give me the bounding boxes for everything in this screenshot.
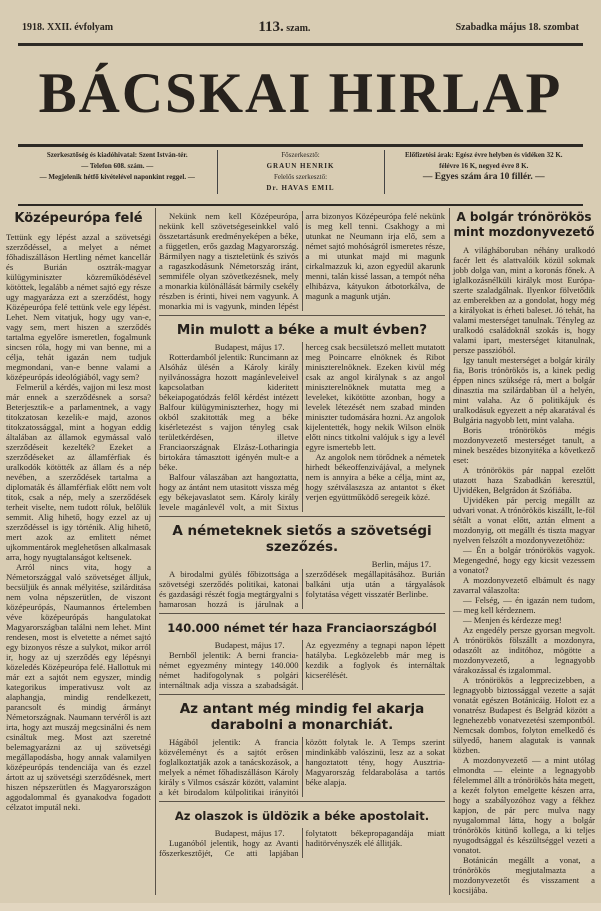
paragraph: — Felség, — én igazán nem tudom, — meg kell kérdeznem. bbox=[453, 595, 595, 615]
title-line: Az antant még mindig fel akarja bbox=[179, 701, 425, 717]
info-bottom-rule bbox=[18, 204, 583, 206]
office-info bbox=[18, 150, 217, 194]
article-title-szerzodes bbox=[159, 523, 445, 555]
paragraph: Balfour válaszában azt hangoztatta, hogy az ántánt nem utasitott vissza még egy békejavaslatot sem. Károly király levele magánlevél volt, a mit Sixtus herceg csak becsületszó mellett mutatott meg Poincarre elnöknek és Ribot miniszterelnöknek. Ezeken kivül még csak az angol királynak s az angol miniszterelnöknek mutatta meg a leveleket, kikötötte azonban, hogy a levelek létezését nem szabad minden miniszter tudomására hozni. Az angolok kijelentették, hogy nekik Wilson elnök előtt nincs titkolni valójuk s igy a levél egyre ismertebb lett. bbox=[159, 342, 445, 512]
paragraph: Botánicán megállt a vonat, a trónörökös megjutalmazta a mozdonyvezetőt és visszament a kocsijába. bbox=[453, 855, 595, 895]
office-address: Szerkesztőség és kiadóhivatal: Szent István-tér. bbox=[46, 151, 188, 159]
subscription-prices-2: félévre 16 K, negyed évre 8 K. bbox=[439, 162, 529, 170]
article-title-olaszok: Az olaszok is üldözik a béke apostolait. bbox=[174, 809, 430, 823]
issue-label: szam. bbox=[286, 22, 311, 34]
paragraph: A birodalmi gyülés főbizottsága a szövetségi szerződés politikai, katonai és gazdasági részét fogja megtárgyalni s hamarosan hozzá is járulnak a szerződések megállapitásához. Burián balkáni utja után a tárgyalások folytatása végett visszatér Berlinbe. bbox=[159, 569, 445, 609]
article-title bbox=[453, 210, 595, 240]
masthead-bottom-rule bbox=[18, 144, 583, 147]
paragraph: A világháboruban néhány uralkodó facér lett és alattvalóik közül sokmak jobb dolga van, mint a koronás főnek. A iglalkozásnélküli királyk most Európa-szerte szaladgálnak. Ilyenkor fölvetődik az emberekben az a gondolat, hogy még a királyokat is érheti baleset. Jó tehát, ha valami mesterséget tanulnak. Tényleg az uralkodó családoknál szokás is, hogy valami ipart, mesterséget kitanulnak, persze passzióból. bbox=[453, 245, 595, 355]
title-line: szezőzés. bbox=[265, 539, 339, 555]
page-columns bbox=[6, 208, 595, 895]
editor-in-chief-label: Főszerkesztő: bbox=[281, 151, 320, 159]
single-copy-price: — Egyes szám ára 10 fillér. — bbox=[422, 172, 545, 182]
article-title: Középeurópa felé bbox=[14, 211, 143, 226]
editor-in-chief: GRAUN HENRIK bbox=[266, 162, 335, 170]
paragraph: Boris trónörökös mégis mozdonyvezető mesterséget tanult, a minek beszédes bizonyitéka a következő eset: bbox=[453, 425, 595, 465]
paragraph: Az angolok nem törődnek a németek hirhedt békeoffenzivájával, a melynek nem is annyira a béke a célja, mint az, hogy szétválaszsza az antantot s éket verjen együttműködő seregeik közé. bbox=[305, 452, 445, 502]
title-line: A németeknek sietős a szövetségi bbox=[172, 523, 432, 539]
article-antant bbox=[159, 694, 445, 797]
title-line: A bolgár trónörökös bbox=[456, 210, 592, 224]
subscription-info bbox=[385, 150, 584, 194]
publication-schedule: — Megjelenik hétfő kivételével naponkint reggel. — bbox=[39, 173, 195, 181]
volume: 1918. XXII. évfolyam bbox=[22, 21, 114, 33]
page-bottom-margin bbox=[0, 903, 601, 911]
responsible-editor: Dr. HAVAS EMIL bbox=[266, 184, 335, 192]
paragraph: Rotterdamból jelentik: Runcimann az Alsóház ülésén a Károly király nyilvánosságra hozott magánleveleivel kapcsolatban kideritett békeiapogatódzás felől kérdést intézett Balfour külügyminiszterhez, hogy mi okból szakitották meg a béke kisérletezést s vajjon tényleg csak területkérdésen, illetve Franciaországnak Elzász-Lotharingia birtokára támasztott igényén mult-e a béke. bbox=[159, 352, 299, 472]
middle-column bbox=[155, 208, 445, 895]
title-line: darabolni a monarchiát. bbox=[210, 717, 394, 733]
article-kozepeuropa bbox=[6, 208, 151, 895]
dateline: Berlin, május 17. bbox=[371, 559, 431, 569]
article-kozepeuropa-cont bbox=[159, 211, 445, 311]
paragraph: Hágából jelentik: A francia közvéleményt és a sajtót erősen foglalkoztatják azok a tanácskozások, a melyek a német főhadiszálláson Károly király s Vilmos császár között, valamint a két birodalom külpolitikai irányitói között folytak le. A Temps szerint mindinkább valószinü, lesz az a sokat hangoztatott tény, hogy Ausztria-Magyarország feldarabolása a tartós béke alapja. bbox=[159, 737, 445, 797]
article-title-beke: Min mulott a béke a mult évben? bbox=[176, 322, 428, 338]
paragraph: Tettünk egy lépést azzal a szövetségi szerződéssel, a melyet a német főhadiszálláson Hertling német kancellár és Burián osztrák-magyar külügyminiszter közreműködésével kötöttek, legalább a német sajtó egy része ugy magyarázza ezt a szerződést, hogy Középeurópa felé tettünk vele egy lépést. Lehet. Nem vitatjuk, hogy ugy van-e, vagy sem, mert hiszen a szerződés tartalma egyelőre ismeretlen, fogalmunk sincsen róla, hogy mi van benne, mi a célja, tehát igazán nem tudjuk megmondani, van-e benne valami a középeurópás ideológiából, vagy sem? bbox=[6, 232, 151, 382]
paragraph: A mozdonyvezető — a mint utólag elmondta — eleinte a legnagyobb félelemmel állt a trónörökös háta megett, a kezét folyton emelgette készen arra, hogy a szabályozóhoz vagy a fékhez kapjon, de pár perc mulva nagy nyugalommal látta, hogy a bolgár trónörökös kitünő kollega, a ki teljes nyugodtsággal és készültséggel vezeti a vonatot. bbox=[453, 755, 595, 855]
article-beke-body bbox=[159, 342, 445, 512]
place-date: Szabadka május 18. szombat bbox=[455, 21, 579, 33]
article-olaszok-body bbox=[159, 828, 445, 858]
paragraph: A trónörökös a legprecizebben, a legnagyobb biztossággal vezette a saját vonatát egészen Botánicáig. Holott ez a vonatrész Budapest és Belgrád között a legnehezebb vonatvezetési szempontból. Nemcsak dombos, folyton emelkedő és sülyedő, hanem alagutak is vannak közben. bbox=[453, 675, 595, 755]
article-olaszok bbox=[159, 801, 445, 858]
editors-info bbox=[217, 150, 385, 194]
dateline: Budapest, május 17. bbox=[214, 640, 285, 650]
paragraph: Bernből jelentik: A berni francia-német egyezmény mintegy 140.000 német hadifogolynak s polgári internáltnak adja vissza a szabadságát. Az egyezmény a tegnapi napon lépett hatályba. Legközelebb már meg is kezdik a foglyok és internáltak kicserélését. bbox=[159, 640, 445, 690]
masthead-info bbox=[18, 150, 583, 194]
paragraph: Nekünk nem kell Középeurópa, nekünk kell szövetségeseinkkel való összetartásunk eredményeképen a béke, a független, erős gazdag Magyarország. Bármilyen nagy a tiszteletünk és szivós a ragaszkodásunk Németország iránt, semmiféle olyan szövetkezésnek, mely a monarkia különállását bármily csekély részben is érinti, hivei nem vagyunk. A monarkia mi is vagyunk, minden lépést arra bizonyos Középeurópa felé nekünk is meg kell tenni. Csakhogy a mi utunkat ne Neumann irja elő, sem a német sajtó mohóságról ismeretes része, a mi utunkat majd mi magunk cirkalmazzuk ki, azon egyedül akarunk menni, talán kissé lassan, a tempót néha elhibázva, kátyukon átbotorkálva, de magunk a magunk utján. bbox=[159, 211, 445, 311]
paragraph: A trónörökös pár nappal ezelőtt utazott haza Szabadkán keresztül, Ujvidéken, Belgrádon át Szófiába. bbox=[453, 465, 595, 495]
dateline: Budapest, május 17. bbox=[214, 828, 285, 838]
masthead-title: BÁCSKAI HIRLAP bbox=[38, 62, 563, 125]
paragraph: — Menjen és kérdezze meg! bbox=[463, 615, 562, 625]
responsible-editor-label: Felelős szerkesztő: bbox=[273, 173, 328, 181]
article-antant-body bbox=[159, 737, 445, 797]
dateline-bar bbox=[22, 20, 579, 34]
article-szerzodes bbox=[159, 516, 445, 609]
paragraph: Felmerül a kérdés, vajjon mi lesz most már ennek a szerződésnek a sorsa? Beterjesztik-e a parlamentnek, a vagy titokzatosan kezelik-e majd, azonos titokzatossággal, mint a hogyan eddig általában az államok egymással való szerződéseit kezelték? Ezeket a szerződéseket az államférfiak és uralkodók kötötték az állam és a nép nevében, a szerződések tartalma a diplomaták és államférfiak előtt nem volt titok, csak a nép, mely a szerződések terheit viselte, nem tudott róluk, belőlük semmit. Alig hihető, hogy ezzel az uj szerződéssel is igy történik. Alig hihető, mert azok az emlitett német ujkommentárok meglehetősen alkalmasak arra, hogy nyugtalanságot keltsenek. bbox=[6, 382, 151, 562]
dateline: Budapest, május 17. bbox=[214, 342, 285, 352]
article-bolgar bbox=[449, 208, 595, 895]
paragraph: Arról nincs vita, hogy a Németországgal való szövetséget álljuk, becsüljük és annak mélyitése, szilárditása nem volna népszerütlen, de viszont középeurópás, Naumannos értelemben véve középeurópás hangulatokat Magyarországban találni nem lehet. Mint rendesen, most is elvetette a német sajtó egy bizonyos része a sulykot, mikor arról ir, hogy az uj szerződés egy lépésnyi közeledés Középeurópa felé. Hallottuk mi már ezt a sajtót nem egyszer, mindig kategorikus imperativusz volt az alaphangja, mindig rendelkezett, parancsolt és mindig ármányt Németországnak. Naumann tervéről is azt irta, hogy azt muszáj megcsinálni és nem csináltuk meg. Most azt szeretné belemagyarázni az uj szövetségi megállapodásba, hogy annak valamilyen középeurópás tendenciája van és ezzel ártott az uj szövetségi szerződésnek, mert hiszen népszerütlen és Magyarországon aggodalommal és gyanakodva fogadott célzatot imputál neki. bbox=[6, 562, 151, 812]
paragraph: — Én a bolgár trónörökös vagyok. Megengedné, hogy egy kicsit vezessem a vonatot? bbox=[453, 545, 595, 575]
office-phone: — Telefon 608. szám. — bbox=[81, 162, 154, 170]
article-title-antant bbox=[159, 701, 445, 733]
article-foglyok-body bbox=[159, 640, 445, 690]
article-szerzodes-body bbox=[159, 569, 445, 609]
paragraph: A mozdonyvezető elbámult és nagy zavarral válaszolta: bbox=[453, 575, 595, 595]
issue-number: 113. bbox=[258, 18, 284, 35]
paragraph: Luganóból jelentik, hogy az Avanti főszerkesztőjét, Ce atti lapjában folytatott békepropagandája miatt haditörvényszék elé állitják. bbox=[159, 828, 445, 858]
article-foglyok bbox=[159, 613, 445, 690]
paragraph: Ujvidéken pár percig megállt az udvari vonat. A trónörökös kiszállt, le-föl sétált a vonat előtt, aztán elment a mozdonyig, ott megállt és tiszta magyar nyelven felszólt a mozdonyvezetőhöz: bbox=[453, 495, 596, 545]
article-beke bbox=[159, 315, 445, 512]
subscription-prices: Előfizetési árak: Egész évre helyben és vidéken 32 K. bbox=[404, 151, 563, 159]
paragraph: Igy tanult mesterséget a bolgár király fia, Boris trónörökös is, a kinek pedig éppen nincs szüksége rá, mert a bolgár dinasztia ma szilárdabban ül a helyén, mint valaha. Az ő politikájuk és uralkodásuk egyezett a nép akaratával és Bulgária nagyobb lett, mint valaha. bbox=[453, 355, 595, 425]
title-line: mint mozdonyvezető bbox=[453, 225, 595, 239]
paragraph: Az engedély persze gyorsan megvolt. A trónörökös fölszállt a mozdonyra, odaszólt az inditóhoz, mögötte a mozdonyvezető, a legnagyobb várakozással és izgalommal. bbox=[453, 625, 595, 675]
masthead-top-rule bbox=[18, 43, 583, 46]
article-title-foglyok: 140.000 német tér haza Franciaországból bbox=[167, 621, 437, 635]
